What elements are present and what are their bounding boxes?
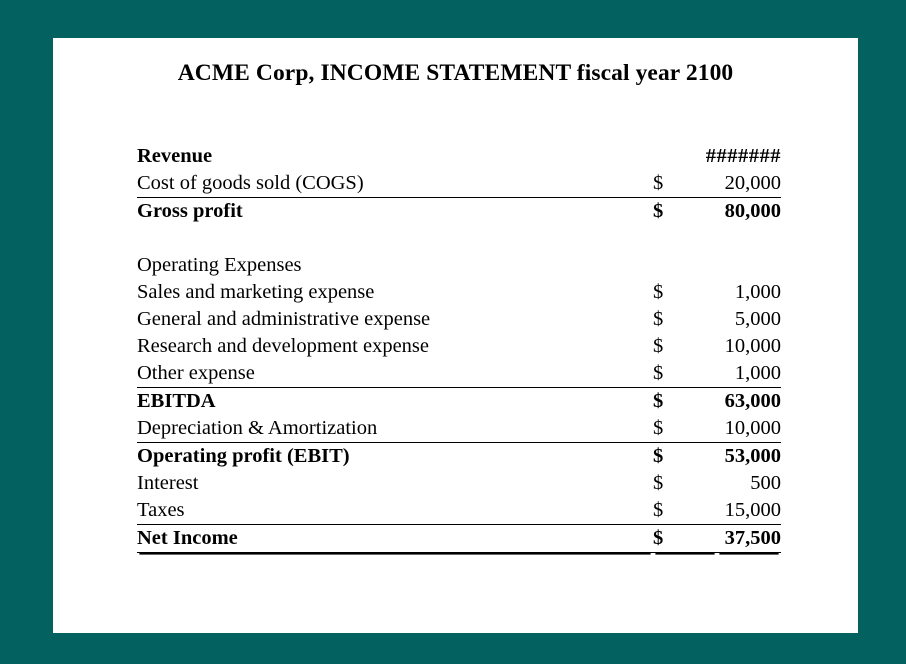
statement-row-amount: 500 xyxy=(750,472,781,494)
statement-row-label: Gross profit xyxy=(137,198,653,226)
statement-row-label: Revenue xyxy=(137,145,213,167)
statement-row-currency-symbol: $ xyxy=(653,415,717,443)
statement-row xyxy=(137,306,781,333)
income-statement-body xyxy=(137,143,781,553)
statement-row-amount: 10,000 xyxy=(717,415,781,443)
statement-row-label: Interest xyxy=(137,472,199,494)
statement-row xyxy=(137,470,781,497)
statement-row xyxy=(137,415,781,443)
statement-row-currency-symbol: $ xyxy=(653,198,717,226)
statement-row xyxy=(137,497,781,525)
statement-row-currency-symbol xyxy=(653,225,717,252)
statement-row-amount: 10,000 xyxy=(724,335,781,357)
statement-row-currency-symbol: $ xyxy=(653,497,717,525)
statement-row-label xyxy=(137,225,653,252)
statement-row-amount: 1,000 xyxy=(734,281,781,303)
statement-row xyxy=(137,360,781,388)
statement-row-amount: 20,000 xyxy=(717,170,781,198)
statement-page xyxy=(53,38,858,633)
statement-row-currency-symbol: $ xyxy=(653,472,664,494)
statement-row-label: Sales and marketing expense xyxy=(137,281,375,303)
statement-row-currency-symbol: $ xyxy=(653,443,717,471)
statement-row xyxy=(137,279,781,306)
statement-row-label: Depreciation & Amortization xyxy=(137,415,653,443)
statement-row xyxy=(137,388,781,416)
statement-row-currency-symbol: $ xyxy=(653,281,664,303)
statement-row-label: Cost of goods sold (COGS) xyxy=(137,170,653,198)
statement-row-label: Other expense xyxy=(137,360,653,388)
statement-row-amount: 1,000 xyxy=(717,360,781,388)
statement-row-label: Operating profit (EBIT) xyxy=(137,443,653,471)
statement-row-amount: 5,000 xyxy=(734,308,781,330)
statement-row-currency-symbol: $ xyxy=(653,335,664,357)
income-statement-table xyxy=(137,143,781,553)
statement-row xyxy=(137,198,781,226)
statement-row-amount: 15,000 xyxy=(717,497,781,525)
statement-row-label: General and administrative expense xyxy=(137,308,431,330)
statement-row-overflow-amount: ####### xyxy=(705,145,781,167)
statement-row-currency-symbol xyxy=(653,252,717,279)
statement-row-amount: 37,500 xyxy=(717,525,781,553)
statement-row-label: Research and development expense xyxy=(137,335,430,357)
statement-row-currency-symbol: $ xyxy=(653,360,717,388)
statement-row-amount xyxy=(717,252,781,279)
statement-row-label: Operating Expenses xyxy=(137,254,302,276)
statement-row-currency-symbol: $ xyxy=(653,388,717,416)
statement-row-label: EBITDA xyxy=(137,388,653,416)
statement-row-currency-symbol: $ xyxy=(653,170,717,198)
statement-row-label: Net Income xyxy=(137,525,653,553)
page-title: ACME Corp, INCOME STATEMENT fiscal year 2100 xyxy=(177,60,734,86)
statement-row xyxy=(137,170,781,198)
statement-row-amount xyxy=(717,225,781,252)
statement-row-currency-symbol: $ xyxy=(653,525,717,553)
statement-row-amount: 80,000 xyxy=(717,198,781,226)
statement-row-amount: 63,000 xyxy=(717,388,781,416)
statement-row xyxy=(137,143,781,170)
statement-row xyxy=(137,443,781,471)
statement-spacer-row xyxy=(137,225,781,252)
statement-row-currency-symbol: $ xyxy=(653,308,664,330)
statement-row-label: Taxes xyxy=(137,497,653,525)
statement-row xyxy=(137,525,781,553)
statement-row-amount: 53,000 xyxy=(717,443,781,471)
statement-row xyxy=(137,333,781,360)
statement-row xyxy=(137,252,781,279)
